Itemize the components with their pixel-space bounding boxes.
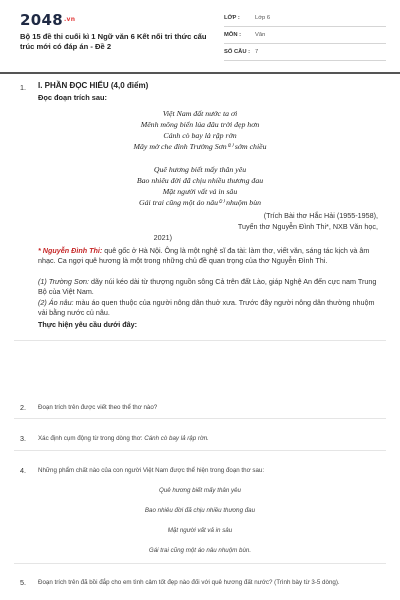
- divider: [14, 340, 386, 341]
- question-text-italic: Cánh cò bay lả rập rờn.: [144, 435, 209, 442]
- site-logo[interactable]: [20, 11, 75, 29]
- poem-line: Mây mờ che đỉnh Trường Sơn⁽¹⁾ sớm chiều: [133, 142, 267, 151]
- meta-value: Lớp 6: [255, 15, 271, 21]
- meta-label: SỐ CÂU :: [224, 49, 251, 55]
- question-text-main: Xác định cụm động từ trong dòng thơ:: [38, 435, 145, 442]
- question-number: 4.: [20, 466, 26, 475]
- meta-label: MÔN :: [224, 32, 242, 38]
- divider: [14, 450, 386, 451]
- footnote-1: [38, 277, 384, 297]
- author-label: * Nguyễn Đình Thi:: [38, 246, 103, 255]
- poem-line: Mặt người vất vả in sâu: [162, 187, 238, 196]
- footnote-text: màu áo quen thuộc của người nông dân thuở xưa. Trước đây người nông dân thường nhuộm vải bằng nước củ nâu.: [38, 298, 375, 317]
- question-number: 1.: [20, 83, 26, 92]
- divider: [14, 418, 386, 419]
- meta-label: LỚP :: [224, 15, 240, 21]
- author-note: [38, 246, 384, 266]
- task-heading: Thực hiện yêu cầu dưới đây:: [38, 320, 137, 329]
- footnote-text: dãy núi kéo dài từ thượng nguồn sông Cả trên đất Lào, giáp Nghệ An đến cực nam Trung Bộ của Việt Nam.: [38, 277, 377, 296]
- poem-source: 2021): [153, 233, 172, 242]
- meta-row-subject: [224, 27, 386, 44]
- document-title: Bộ 15 đề thi cuối kì 1 Ngữ văn 6 Kết nối tri thức cấu trúc mới có đáp án - Đề 2: [20, 32, 207, 51]
- footnote-2: [38, 298, 384, 318]
- footnote-label: (2) Áo nâu:: [38, 298, 74, 307]
- poem-source: Tuyển thơ Nguyễn Đình Thi*, NXB Văn học,: [237, 222, 378, 231]
- section-heading: I. PHẦN ĐỌC HIỂU (4,0 điểm): [38, 81, 149, 90]
- poem-line: Quê hương biết mấy thân yêu: [153, 165, 247, 174]
- quoted-line: Quê hương biết mấy thân yêu: [159, 487, 241, 494]
- question-text: Đoạn trích trên được viết theo thể thơ nào?: [38, 404, 158, 411]
- quoted-line: Bao nhiêu đời đã chịu nhiều thương đau: [144, 507, 256, 514]
- question-text: Đoạn trích trên đã bồi đắp cho em tình cảm tốt đẹp nào đối với quê hương đất nước? (Trình bày từ 3-5 dòng).: [38, 579, 340, 586]
- meta-row-class: [224, 10, 386, 27]
- logo-text: 2048: [20, 11, 63, 29]
- question-number: 2.: [20, 403, 26, 412]
- poem-line: Cánh cò bay lả rập rờn: [163, 131, 237, 140]
- meta-value: 7: [255, 49, 259, 55]
- quoted-line: Gái trai cũng một áo nâu nhuộm bùn.: [148, 547, 252, 554]
- poem-line: Mênh mông biển lúa đâu trời đẹp hơn: [140, 120, 260, 129]
- meta-row-count: [224, 44, 386, 61]
- poem-source: (Trích Bài thơ Hắc Hải (1955-1958),: [263, 211, 378, 220]
- question-text: [38, 434, 384, 443]
- poem-line: Bao nhiêu đời đã chịu nhiều thương đau: [136, 176, 264, 185]
- meta-value: Văn: [255, 32, 266, 38]
- question-number: 5.: [20, 578, 26, 587]
- reading-lead: Đọc đoạn trích sau:: [38, 93, 107, 102]
- header: [0, 0, 400, 64]
- poem-line: Gái trai cũng một áo nâu⁽²⁾ nhuộm bùn: [138, 198, 262, 207]
- divider: [14, 563, 386, 564]
- footnote-label: (1) Trường Sơn:: [38, 277, 90, 286]
- quoted-line: Mặt người vất vả in sâu: [167, 527, 233, 534]
- logo-domain: .vn: [63, 16, 76, 23]
- poem-line: Việt Nam đất nước ta ơi: [162, 109, 238, 118]
- header-divider: [0, 72, 400, 74]
- question-number: 3.: [20, 434, 26, 443]
- question-text: Những phẩm chất nào của con người Việt Nam được thể hiện trong đoạn thơ sau:: [38, 467, 265, 474]
- author-text: quê gốc ở Hà Nội. Ông là một nghệ sĩ đa tài: làm thơ, viết văn, sáng tác kịch và âm nhạc. Ca ngợi quê hương là một trong những chủ đề quan trọng của thơ Nguyễn Đình Thi.: [38, 246, 370, 265]
- meta-table: [224, 10, 386, 61]
